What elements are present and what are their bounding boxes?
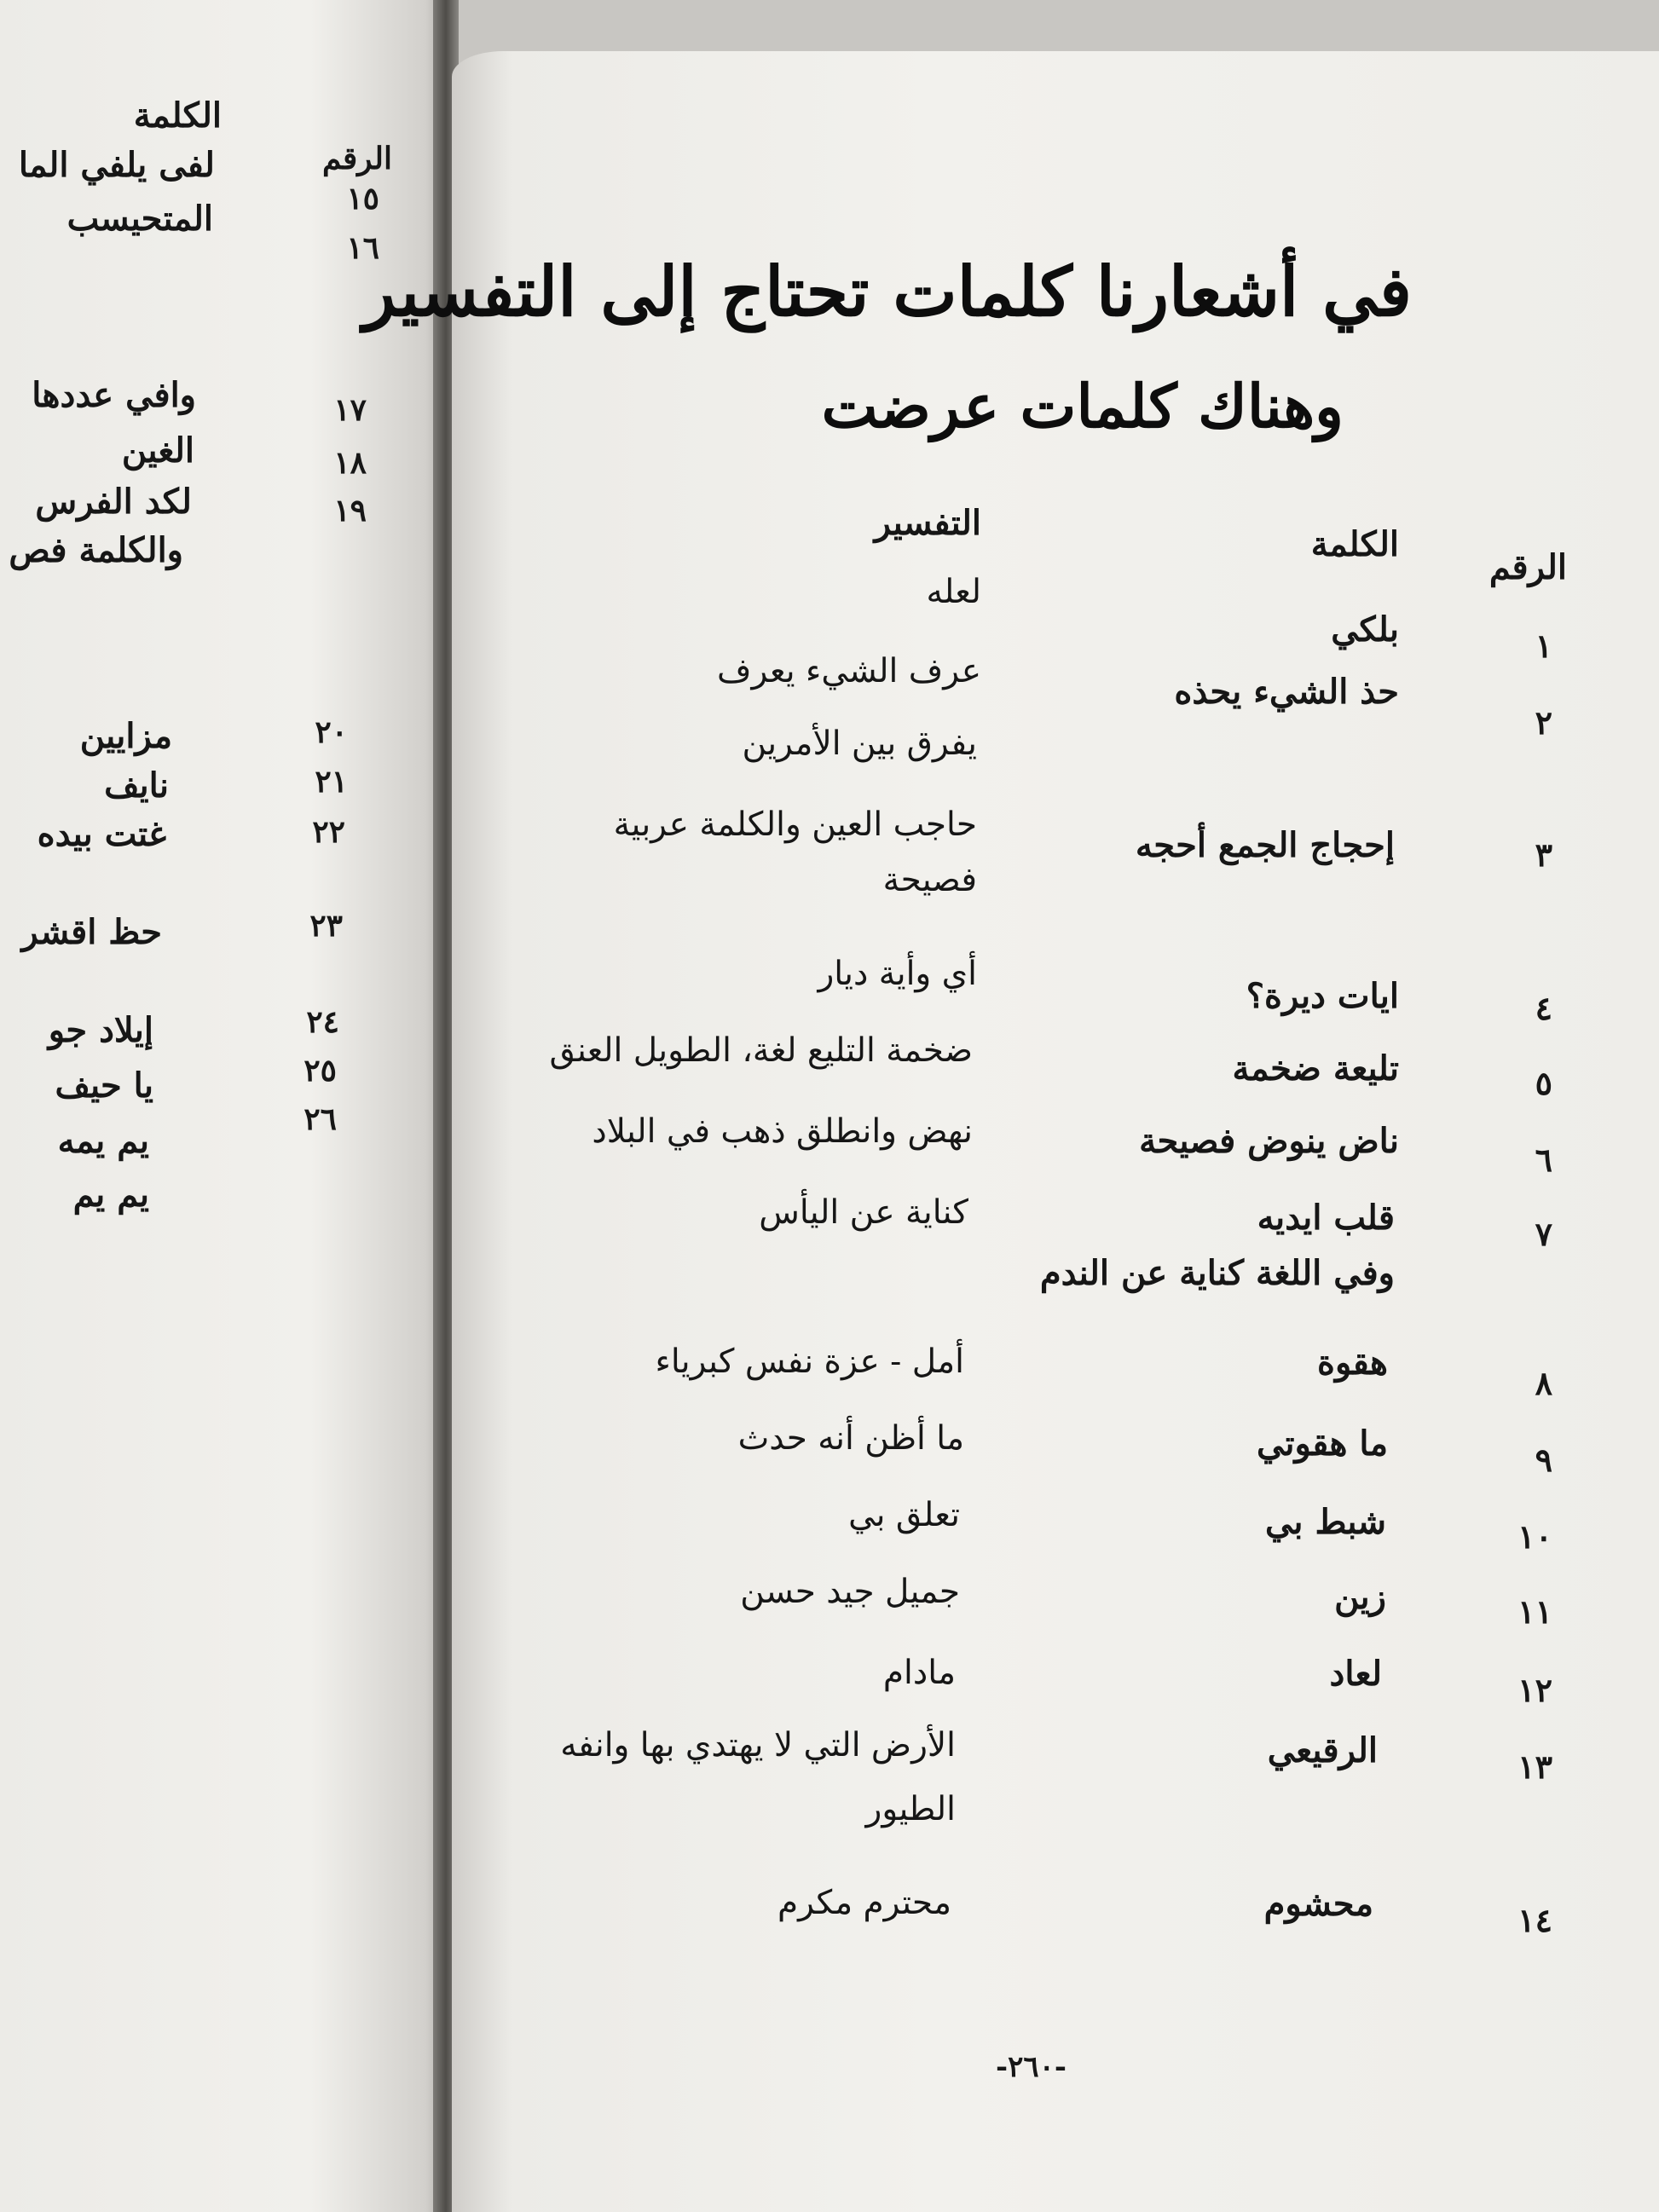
row-word-4: ايات ديرة؟ xyxy=(1246,976,1399,1016)
left-word-24: إيلاد جو xyxy=(48,1010,153,1050)
row-word-3: إحجاج الجمع أحجه xyxy=(1135,825,1395,865)
left-word-19b: والكلمة فص xyxy=(9,530,183,570)
row-word-9: ما هقوتي xyxy=(1256,1424,1388,1464)
left-word-15: لفى يلفي الما xyxy=(18,145,215,185)
left-word-27: يم يم xyxy=(72,1175,149,1215)
left-number-21: ٢١ xyxy=(315,764,348,800)
left-number-23: ٢٣ xyxy=(309,908,343,944)
left-word-18: الغين xyxy=(121,430,194,471)
row-word-12: لعاد xyxy=(1329,1654,1382,1694)
row-number-3: ٣ xyxy=(1535,835,1552,874)
left-word-25: يا حيف xyxy=(55,1066,153,1106)
row-number-9: ٩ xyxy=(1535,1441,1552,1479)
page-number: -٢٦٠- xyxy=(995,2050,1066,2084)
left-number-26: ٢٦ xyxy=(303,1101,337,1137)
left-word-26: يم يمه xyxy=(57,1121,149,1161)
row-number-5: ٥ xyxy=(1535,1064,1552,1102)
row-word-7: قلب ايديه xyxy=(1257,1198,1395,1238)
explanation-10: ما أظن أنه حدث xyxy=(737,1419,964,1458)
page-title-line-2: وهناك كلمات عرضت xyxy=(821,371,1344,442)
number-column-header: الرقم xyxy=(1488,547,1567,587)
left-number-16: ١٦ xyxy=(346,230,379,266)
row-note-7: وفي اللغة كناية عن الندم xyxy=(1039,1253,1395,1293)
left-word-22: غتت بيده xyxy=(37,814,166,854)
left-word-16: المتحيسب xyxy=(66,199,213,239)
row-word-11: زين xyxy=(1334,1577,1386,1617)
explanation-14b: الطيور xyxy=(865,1790,956,1828)
row-number-7: ٧ xyxy=(1535,1215,1552,1253)
row-word-13: الرقيعي xyxy=(1267,1730,1378,1770)
row-word-1: بلكي xyxy=(1331,609,1399,650)
explanation-11: تعلق بي xyxy=(848,1496,960,1534)
row-number-1: ١ xyxy=(1535,627,1552,665)
left-number-19: ١٩ xyxy=(333,493,367,528)
row-number-13: ١٣ xyxy=(1517,1747,1552,1786)
row-word-10: شبط بي xyxy=(1265,1502,1386,1542)
left-page xyxy=(0,0,443,2212)
row-number-14: ١٤ xyxy=(1517,1901,1552,1939)
row-number-11: ١١ xyxy=(1517,1592,1552,1631)
left-number-25: ٢٥ xyxy=(303,1053,337,1089)
row-number-10: ١٠ xyxy=(1517,1517,1552,1556)
row-word-14: محشوم xyxy=(1263,1884,1373,1924)
left-number-20: ٢٠ xyxy=(315,714,348,750)
explanation-14: الأرض التي لا يهتدي بها وانفه xyxy=(560,1726,956,1764)
left-number-17: ١٧ xyxy=(333,392,367,428)
explanation-15: محترم مكرم xyxy=(777,1884,951,1922)
row-word-6: ناض ينوض فصيحة xyxy=(1139,1121,1399,1161)
explanation-7: نهض وانطلق ذهب في البلاد xyxy=(592,1112,973,1151)
row-number-4: ٤ xyxy=(1535,989,1552,1027)
row-word-8: هقوة xyxy=(1317,1343,1388,1383)
word-column-header: الكلمة xyxy=(1310,524,1399,564)
left-word-19: لكد الفرس xyxy=(35,482,192,522)
row-number-8: ٨ xyxy=(1535,1364,1552,1402)
left-number-15: ١٥ xyxy=(346,181,379,217)
left-word-20: مزايين xyxy=(79,716,172,756)
left-word-17: وافي عددها xyxy=(32,375,196,415)
left-number-22: ٢٢ xyxy=(312,814,345,850)
left-number-header: الرقم xyxy=(321,141,392,176)
left-number-18: ١٨ xyxy=(333,445,367,481)
left-word-21: نايف xyxy=(104,765,169,806)
explanation-4: حاجب العين والكلمة عربية xyxy=(613,806,977,844)
explanation-8: كناية عن اليأس xyxy=(759,1193,968,1232)
row-number-12: ١٢ xyxy=(1517,1671,1552,1709)
left-number-24: ٢٤ xyxy=(306,1004,339,1040)
page-title-line-1: في أشعارنا كلمات تحتاج إلى التفسير xyxy=(362,251,1412,332)
explanation-5: أي وأية ديار xyxy=(818,955,977,993)
row-word-5: تليعة ضخمة xyxy=(1232,1048,1399,1089)
explanation-9: أمل - عزة نفس كبرياء xyxy=(655,1343,964,1381)
explanation-6: ضخمة التليع لغة، الطويل العنق xyxy=(549,1031,973,1070)
explanation-column-header: التفسير xyxy=(874,503,981,543)
explanation-2: عرف الشيء يعرف xyxy=(717,652,981,690)
row-word-2: حذ الشيء يحذه xyxy=(1174,672,1399,712)
left-word-23: حظ اقشر xyxy=(21,912,162,952)
explanation-13: مادام xyxy=(882,1654,956,1692)
explanation-3: يفرق بين الأمرين xyxy=(742,725,977,763)
explanation-1: لعله xyxy=(926,573,981,611)
row-number-6: ٦ xyxy=(1535,1141,1552,1179)
explanation-12: جميل جيد حسن xyxy=(740,1573,960,1611)
row-number-2: ٢ xyxy=(1535,703,1552,742)
explanation-4b: فصيحة xyxy=(882,861,977,899)
left-word-header: الكلمة xyxy=(133,95,222,136)
